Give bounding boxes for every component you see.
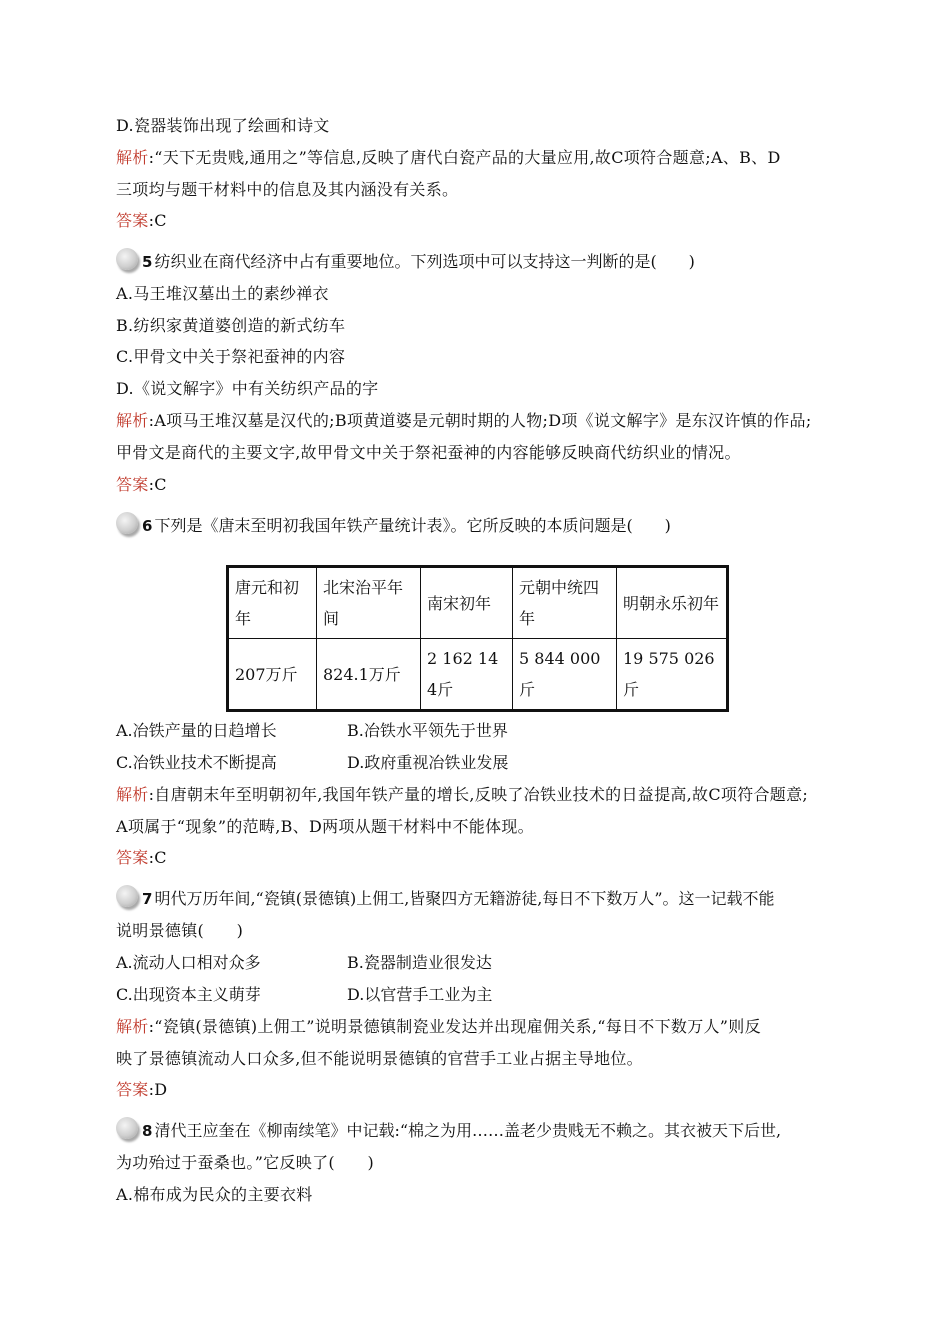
q8-option-a: A.棉布成为民众的主要衣料 <box>116 1185 313 1204</box>
q6-stem: 6 下列是《唐末至明初我国年铁产量统计表》。它所反映的本质问题是( ) <box>116 516 671 536</box>
q5-option-b: B.纺织家黄道婆创造的新式纺车 <box>116 316 346 335</box>
question-bullet-icon <box>116 248 138 270</box>
question-number: 8 <box>142 1122 153 1140</box>
analysis-label: 解析 <box>116 1017 149 1036</box>
q8-stem-line-1: 8 清代王应奎在《柳南续笔》中记载:“棉之为用……盖老少贵贱无不赖之。其衣被天下后世, <box>116 1121 781 1141</box>
q6-analysis-line-2: A项属于“现象”的范畴,B、D两项从题干材料中不能体现。 <box>116 817 534 836</box>
q5-option-a: A.马王堆汉墓出土的素纱禅衣 <box>116 284 329 303</box>
q7-option-a: A.流动人口相对众多 <box>116 953 261 972</box>
q7-option-d: D.以官营手工业为主 <box>347 985 493 1004</box>
answer-label: 答案 <box>116 475 149 494</box>
table-row <box>228 639 728 711</box>
question-number: 7 <box>142 890 153 908</box>
q4-analysis-line-2: 三项均与题干材料中的信息及其内涵没有关系。 <box>116 180 459 199</box>
q6-answer: 答案:C <box>116 848 167 867</box>
question-number: 5 <box>142 253 153 271</box>
answer-label: 答案 <box>116 848 149 867</box>
question-bullet-icon <box>116 885 138 907</box>
iron-output-table <box>226 565 729 712</box>
q6-option-c: C.冶铁业技术不断提高 <box>116 753 277 772</box>
q5-analysis-line-2: 甲骨文是商代的主要文字,故甲骨文中关于祭祀蚕神的内容能够反映商代纺织业的情况。 <box>116 443 741 462</box>
table-header-cell: 唐元和初年 <box>228 567 317 639</box>
analysis-label: 解析 <box>116 148 149 167</box>
q6-option-b: B.冶铁水平领先于世界 <box>347 721 508 740</box>
q6-options-row-2 <box>116 753 508 773</box>
q7-option-c: C.出现资本主义萌芽 <box>116 985 261 1004</box>
q5-stem: 5 纺织业在商代经济中占有重要地位。下列选项中可以支持这一判断的是( ) <box>116 252 695 272</box>
q7-answer: 答案:D <box>116 1080 168 1099</box>
q5-option-c: C.甲骨文中关于祭祀蚕神的内容 <box>116 347 346 366</box>
table-cell: 207万斤 <box>228 639 317 711</box>
table-cell: 19 575 026斤 <box>617 639 728 711</box>
question-bullet-icon <box>116 512 138 534</box>
table-header-cell: 元朝中统四年 <box>513 567 617 639</box>
table-header-cell: 明朝永乐初年 <box>617 567 728 639</box>
q4-analysis-line-1: 解析:“天下无贵贱,通用之”等信息,反映了唐代白瓷产品的大量应用,故C项符合题意;A、B、D <box>116 148 781 167</box>
q7-options-row-1 <box>116 953 492 973</box>
question-bullet-icon <box>116 1117 138 1139</box>
table-header-cell: 北宋治平年间 <box>317 567 421 639</box>
q7-stem-line-2: 说明景德镇( ) <box>116 921 244 940</box>
table-header-cell: 南宋初年 <box>421 567 513 639</box>
q7-analysis-line-2: 映了景德镇流动人口众多,但不能说明景德镇的官营手工业占据主导地位。 <box>116 1049 643 1068</box>
question-number: 6 <box>142 517 153 535</box>
q8-stem-line-2: 为功殆过于蚕桑也。”它反映了( ) <box>116 1153 375 1172</box>
q6-options-row-1 <box>116 721 508 741</box>
analysis-label: 解析 <box>116 411 149 430</box>
q6-option-a: A.冶铁产量的日趋增长 <box>116 721 277 740</box>
table-cell: 2 162 144斤 <box>421 639 513 711</box>
q7-stem-line-1: 7 明代万历年间,“瓷镇(景德镇)上佣工,皆聚四方无籍游徒,每日不下数万人”。这一记载不能 <box>116 889 775 909</box>
q7-options-row-2 <box>116 985 492 1005</box>
table-cell: 824.1万斤 <box>317 639 421 711</box>
q6-analysis-line-1: 解析:自唐朝末年至明朝初年,我国年铁产量的增长,反映了冶铁业技术的日益提高,故C项符合题意; <box>116 785 809 804</box>
q7-option-b: B.瓷器制造业很发达 <box>347 953 492 972</box>
q4-option-d: D.瓷器装饰出现了绘画和诗文 <box>116 116 330 135</box>
q5-answer: 答案:C <box>116 475 167 494</box>
q4-answer: 答案:C <box>116 211 167 230</box>
answer-label: 答案 <box>116 211 149 230</box>
q6-option-d: D.政府重视冶铁业发展 <box>347 753 509 772</box>
table-cell: 5 844 000斤 <box>513 639 617 711</box>
analysis-label: 解析 <box>116 785 149 804</box>
answer-label: 答案 <box>116 1080 149 1099</box>
q7-analysis-line-1: 解析:“瓷镇(景德镇)上佣工”说明景德镇制瓷业发达并出现雇佣关系,“每日不下数万人”则反 <box>116 1017 761 1036</box>
q5-analysis-line-1: 解析:A项马王堆汉墓是汉代的;B项黄道婆是元朝时期的人物;D项《说文解字》是东汉许慎的作品; <box>116 411 812 430</box>
q5-option-d: D.《说文解字》中有关纺织产品的字 <box>116 379 379 398</box>
table-header-row <box>228 567 728 639</box>
